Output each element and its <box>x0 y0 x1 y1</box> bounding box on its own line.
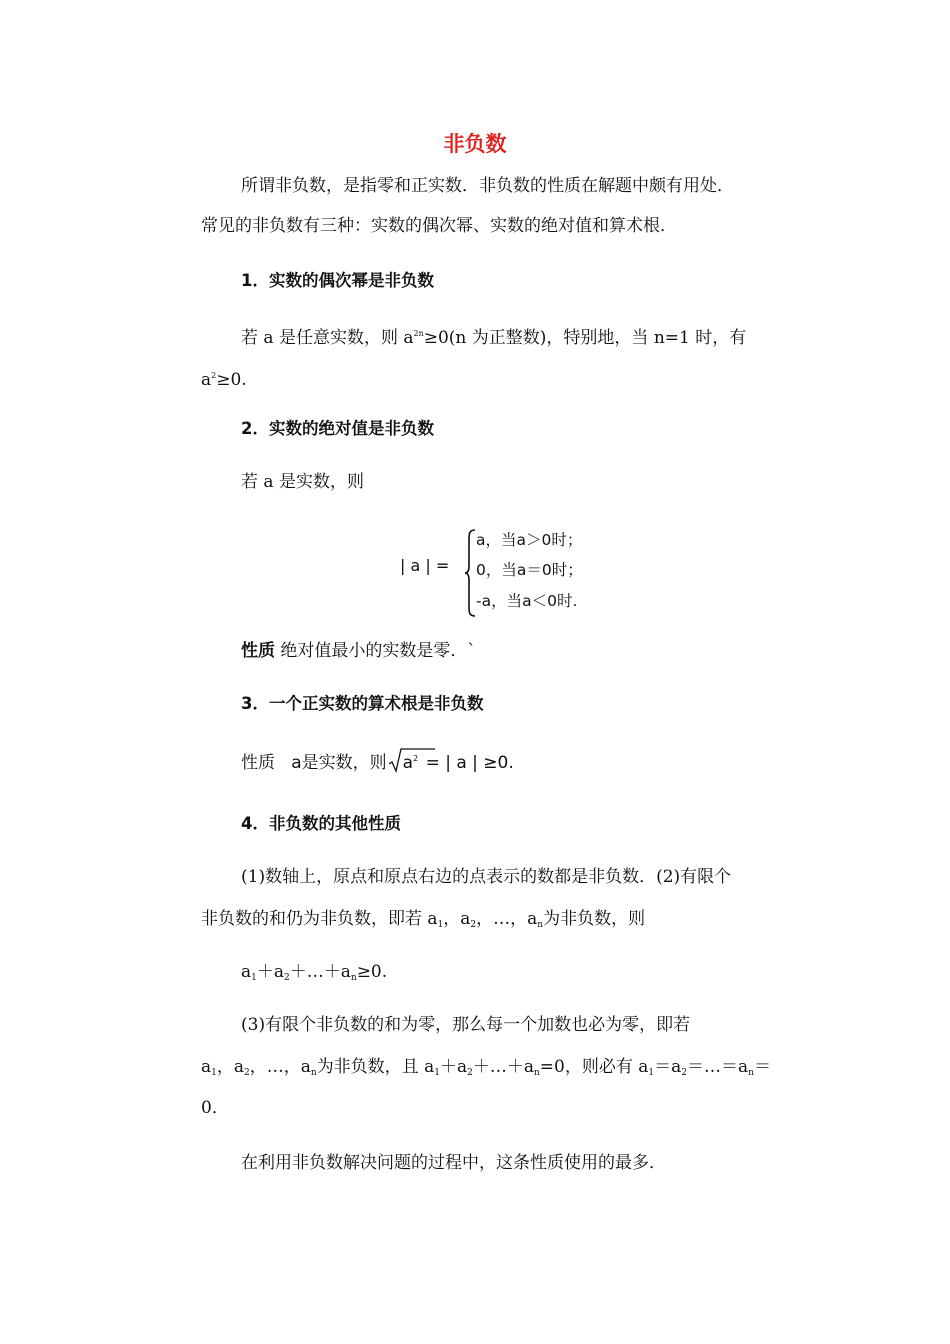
text: ，…，a <box>249 1057 311 1077</box>
text: a <box>241 962 252 982</box>
subscript: n <box>533 1068 540 1078</box>
section-4-line-4 <box>201 1055 771 1085</box>
section-2-property <box>241 639 476 663</box>
section-1-paragraph-line-1 <box>241 322 746 350</box>
property-text: a是实数，则 <box>291 753 387 773</box>
property-label: 性质 <box>241 641 275 661</box>
text: 为非负数，则 <box>543 909 646 929</box>
section-4-line-3: (3)有限个非负数的和为零，那么每一个加数也必为零，即若 <box>241 1015 691 1035</box>
property-text: 绝对值最小的实数是零．` <box>280 641 476 661</box>
subscript: 2 <box>244 1068 250 1078</box>
subscript: 2 <box>467 1068 473 1078</box>
subscript: 2 <box>284 973 290 983</box>
subscript: 1 <box>437 920 444 930</box>
text: ≥0. <box>356 962 388 982</box>
text: 若 a 是任意实数，则 a <box>241 328 414 348</box>
text: 为非负数，且 a <box>316 1057 435 1077</box>
intro-line-2: 常见的非负数有三种：实数的偶次幂、实数的绝对值和算术根． <box>201 216 677 236</box>
radicand: a <box>402 753 414 773</box>
left-brace-icon <box>464 528 476 618</box>
formula-lhs: | a | = <box>400 556 450 575</box>
section-4-sum-formula <box>241 960 387 990</box>
subscript: 1 <box>434 1068 440 1078</box>
absolute-value-formula <box>400 526 610 618</box>
text: ，a <box>216 1057 245 1077</box>
section-4-line-2 <box>201 907 645 937</box>
text: =0，则必有 a <box>539 1057 649 1077</box>
section-1-paragraph-line-2 <box>201 364 247 392</box>
superscript: 2 <box>211 371 217 380</box>
property-label: 性质 <box>241 753 275 773</box>
subscript: n <box>310 1068 317 1078</box>
superscript: 2 <box>413 754 419 763</box>
subscript: n <box>748 1068 754 1078</box>
formula-case-3: -a，当a＜0时. <box>476 592 578 610</box>
text: ，…，a <box>476 909 538 929</box>
property-text: = | a | ≥0. <box>425 753 514 773</box>
text: ＋a <box>439 1057 468 1077</box>
subscript: n <box>350 973 357 983</box>
square-root <box>389 753 421 773</box>
text: a <box>201 370 212 390</box>
section-2-heading: 2．实数的绝对值是非负数 <box>241 419 434 438</box>
superscript: 2n <box>413 329 424 338</box>
radical-sign-icon <box>389 747 435 775</box>
text: 非负数的和仍为非负数，即若 a <box>201 909 438 929</box>
text: ≥0(n 为正整数)，特别地，当 n=1 时，有 <box>423 328 747 348</box>
formula-case-2: 0，当a＝0时； <box>476 561 583 579</box>
intro-line-1: 所谓非负数，是指零和正实数．非负数的性质在解题中颇有用处． <box>241 176 734 196</box>
text: ＋…＋a <box>289 962 351 982</box>
subscript: 1 <box>251 973 257 983</box>
text: ＝ <box>753 1057 771 1077</box>
text: a <box>201 1057 212 1077</box>
section-4-line-1: (1)数轴上，原点和原点右边的点表示的数都是非负数．(2)有限个 <box>241 867 732 887</box>
subscript: 1 <box>648 1068 655 1078</box>
text: ＝a <box>654 1057 682 1077</box>
text: ＋a <box>256 962 285 982</box>
section-4-heading: 4．非负数的其他性质 <box>241 814 401 833</box>
closing-paragraph: 在利用非负数解决问题的过程中，这条性质使用的最多． <box>241 1153 666 1173</box>
text: ＝…＝a <box>687 1057 749 1077</box>
section-1-heading: 1．实数的偶次幂是非负数 <box>241 271 434 290</box>
formula-case-1: a，当a＞0时； <box>476 531 583 549</box>
page-title: 非负数 <box>443 132 507 156</box>
text: ＋…＋a <box>472 1057 534 1077</box>
subscript: 2 <box>470 920 477 930</box>
text: ≥0. <box>216 370 247 390</box>
section-3-heading: 3．一个正实数的算术根是非负数 <box>241 694 484 713</box>
subscript: n <box>537 920 544 930</box>
section-4-line-5: 0． <box>201 1098 229 1118</box>
section-3-property <box>241 748 514 773</box>
section-2-paragraph: 若 a 是实数，则 <box>241 472 364 492</box>
text: ，a <box>443 909 471 929</box>
subscript: 2 <box>681 1068 687 1078</box>
subscript: 1 <box>211 1068 217 1078</box>
